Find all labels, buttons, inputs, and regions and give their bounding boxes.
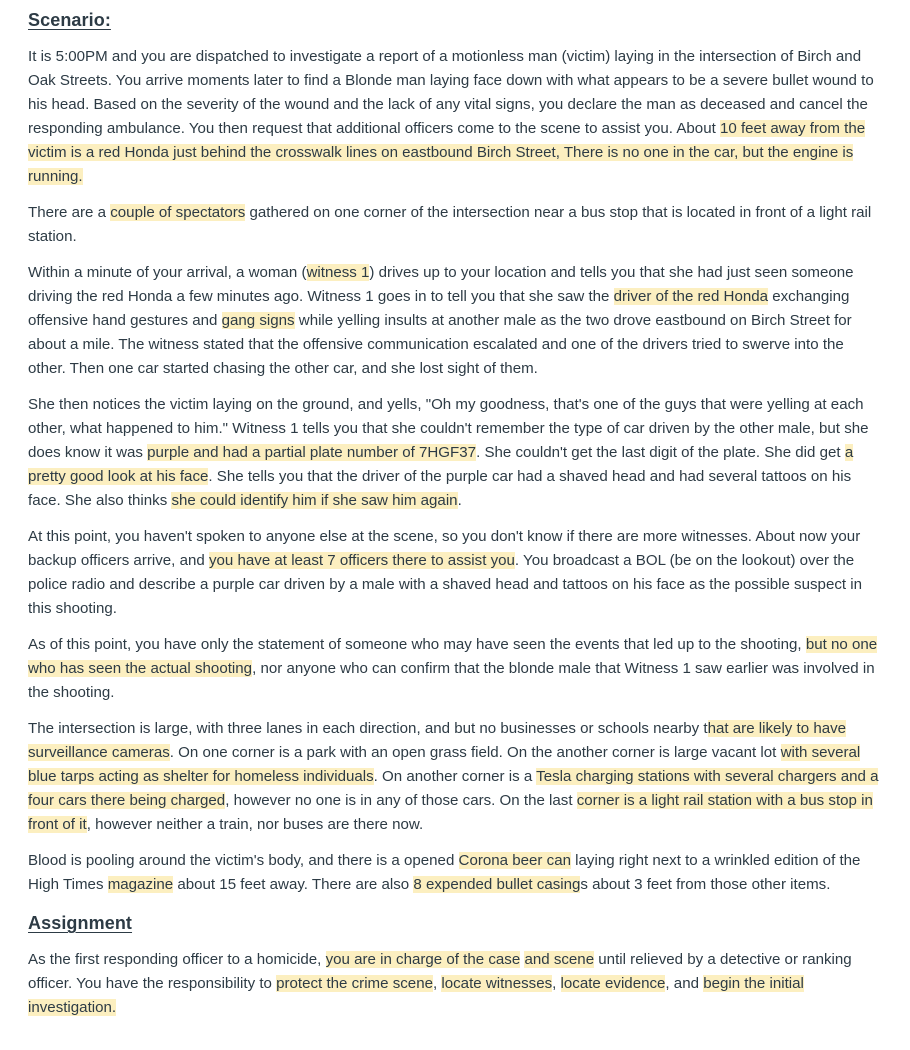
- highlighted-text: with several blue tarps acting as shelter for homeless individuals: [28, 744, 861, 785]
- highlighted-text: hat are likely to have surveillance cameras: [28, 720, 847, 761]
- highlighted-text: you are in charge of the case: [325, 951, 521, 968]
- body-text: , and: [665, 975, 704, 992]
- highlighted-text: she could identify him if she saw him again: [171, 492, 458, 509]
- body-text: . She couldn't get the last digit of the plate. She did get: [476, 444, 845, 461]
- scenario-paragraph: [28, 201, 882, 249]
- body-text: She then notices the victim laying on the ground, and yells, "Oh my goodness, that's one of the guys that were yelling at each other, what happened to him." Witness 1 tells you that she couldn't remember the type of car driven by the other male, but she does know it was: [28, 396, 869, 461]
- body-text: .: [457, 492, 462, 509]
- highlighted-text: and scene: [524, 951, 595, 968]
- scenario-paragraph: [28, 261, 882, 381]
- body-text: . You broadcast a BOL (be on the lookout) over the police radio and describe a purple car driven by a male with a shaved head and tattoos on his face as the possible suspect in this shooting.: [28, 552, 863, 617]
- assignment-body: [28, 948, 882, 1020]
- scenario-paragraph: [28, 525, 882, 621]
- highlighted-text: protect the crime scene: [276, 975, 433, 992]
- body-text: . On one corner is a park with an open grass field. On the another corner is large vacant lot: [169, 744, 781, 761]
- body-text: ) drives up to your location and tells you that she had just seen someone driving the red Honda a few minutes ago. Witness 1 goes in to tell you that she saw the: [28, 264, 854, 305]
- body-text: until relieved by a detective or ranking officer. You have the responsibility to: [28, 951, 852, 992]
- body-text: At this point, you haven't spoken to anyone else at the scene, so you don't know if there are more witnesses. About now your backup officers arrive, and: [28, 528, 861, 569]
- body-text: , nor anyone who can confirm that the blonde male that Witness 1 saw earlier was involved in the shooting.: [28, 660, 875, 701]
- highlighted-text: but no one who has seen the actual shooting: [28, 636, 878, 677]
- scenario-paragraph: [28, 849, 882, 897]
- highlighted-text: driver of the red Honda: [613, 288, 769, 305]
- highlighted-text: 10 feet away from the victim is a red Honda just behind the crosswalk lines on eastbound Birch Street, There is no one in the car, but the engine is running.: [28, 120, 866, 185]
- highlighted-text: Tesla charging stations with several chargers and a four cars there being charged: [28, 768, 879, 809]
- body-text: It is 5:00PM and you are dispatched to investigate a report of a motionless man (victim) laying in the intersection of Birch and Oak Streets. You arrive moments later to find a Blonde man laying face down with what appears to be a severe bullet wound to his head. Based on the severity of the wound and the lack of any vital signs, you declare the man as deceased and cancel the responding ambulance. You then request that additional officers come to the scene to assist you. About: [28, 48, 874, 137]
- highlighted-text: locate witnesses: [441, 975, 553, 992]
- highlighted-text: magazine: [107, 876, 174, 893]
- body-text: ,: [433, 975, 442, 992]
- highlighted-text: a pretty good look at his face: [28, 444, 854, 485]
- highlighted-text: gang signs: [221, 312, 295, 329]
- body-text: As of this point, you have only the statement of someone who may have seen the events that led up to the shooting,: [28, 636, 806, 653]
- body-text: , however neither a train, nor buses are there now.: [86, 816, 424, 833]
- body-text: ,: [552, 975, 561, 992]
- scenario-heading: Scenario:: [28, 10, 111, 30]
- scenario-paragraph: [28, 393, 882, 513]
- highlighted-text: locate evidence: [560, 975, 666, 992]
- body-text: Blood is pooling around the victim's body, and there is a opened: [28, 852, 459, 869]
- highlighted-text: couple of spectators: [110, 204, 246, 221]
- body-text: about 15 feet away. There are also: [173, 876, 414, 893]
- assignment-heading: Assignment: [28, 913, 133, 933]
- scenario-paragraph: [28, 717, 882, 837]
- scenario-paragraph: [28, 633, 882, 705]
- highlighted-text: 8 expended bullet casing: [413, 876, 581, 893]
- body-text: gathered on one corner of the intersection near a bus stop that is located in front of a light rail station.: [28, 204, 872, 245]
- body-text: while yelling insults at another male as the two drove eastbound on Birch Street for about a mile. The witness stated that the offensive communication escalated and one of the drivers tried to swerve into the other. Then one car started chasing the other car, and she lost sight of them.: [28, 312, 852, 377]
- body-text: Within a minute of your arrival, a woman (: [28, 264, 307, 281]
- body-text: . She tells you that the driver of the purple car had a shaved head and had several tattoos on his face. She also thinks: [28, 468, 852, 509]
- body-text: , however no one is in any of those cars. On the last: [225, 792, 577, 809]
- highlighted-text: you have at least 7 officers there to assist you: [208, 552, 515, 569]
- body-text: laying right next to a wrinkled edition of the High Times: [28, 852, 861, 893]
- scenario-body: [28, 45, 882, 897]
- body-text: exchanging offensive hand gestures and: [28, 288, 850, 329]
- scenario-paragraph: [28, 45, 882, 189]
- body-text: s about 3 feet from those other items.: [580, 876, 831, 893]
- assignment-paragraph: [28, 948, 882, 1020]
- body-text: . On another corner is a: [373, 768, 537, 785]
- highlighted-text: begin the initial investigation.: [28, 975, 804, 1016]
- body-text: There are a: [28, 204, 111, 221]
- highlighted-text: corner is a light rail station with a bus stop in front of it: [28, 792, 873, 833]
- highlighted-text: purple and had a partial plate number of 7HGF37: [147, 444, 477, 461]
- body-text: As the first responding officer to a homicide,: [28, 951, 326, 968]
- highlighted-text: Corona beer can: [458, 852, 571, 869]
- body-text: The intersection is large, with three lanes in each direction, and but no businesses or schools nearby t: [28, 720, 708, 737]
- highlighted-text: witness 1: [306, 264, 370, 281]
